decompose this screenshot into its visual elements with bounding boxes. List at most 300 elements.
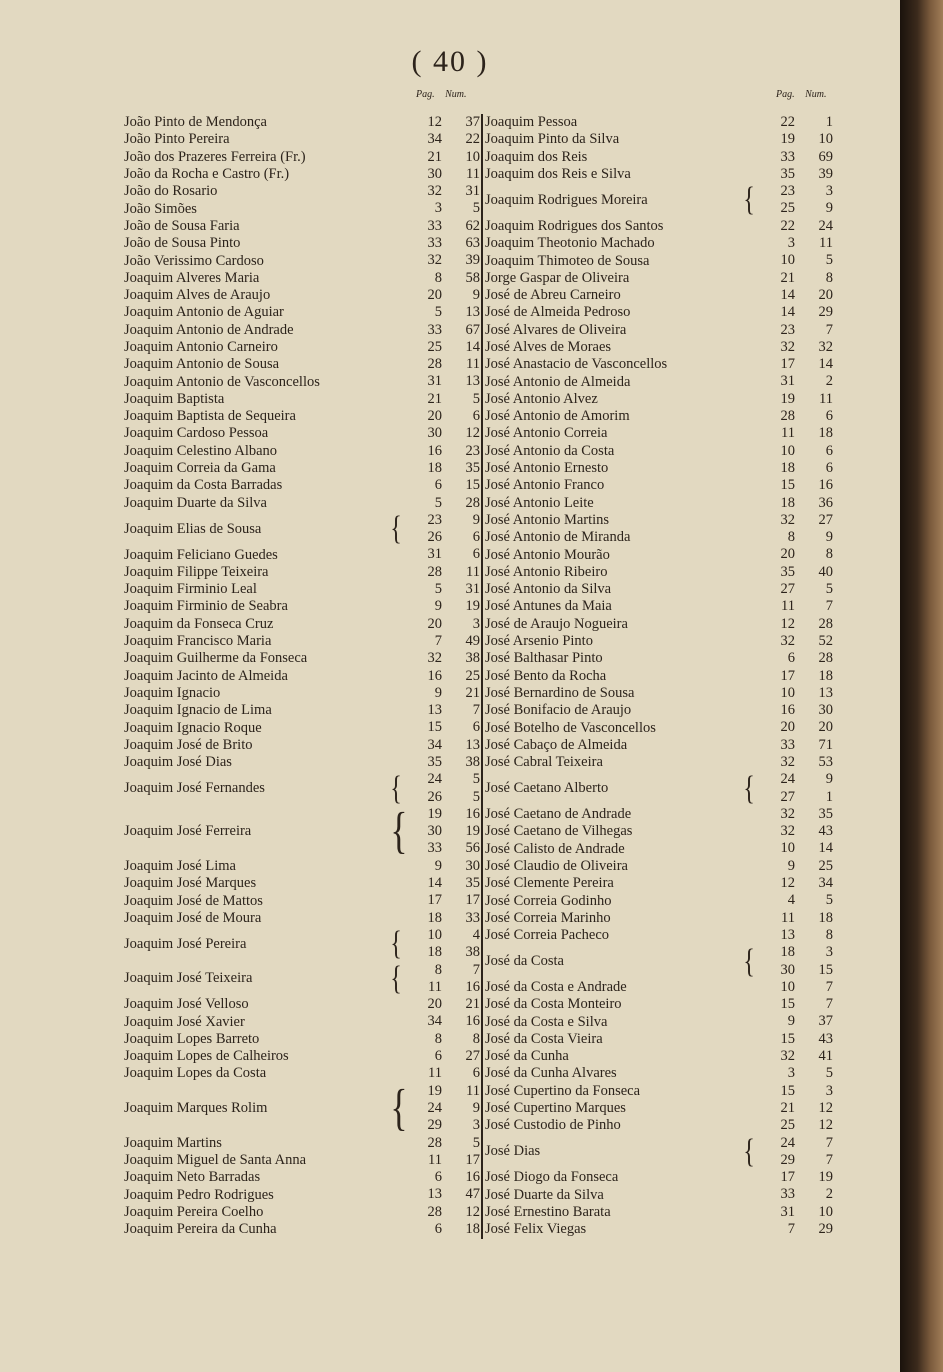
page-ref: 22 [780,217,795,234]
index-entry [485,114,833,131]
number-ref: 43 [818,1030,833,1047]
brace-mark: { [390,510,402,548]
entry-references [404,546,480,563]
index-entry [124,564,480,581]
index-entry [485,823,833,840]
reference [404,1204,480,1221]
number-ref: 19 [818,1169,833,1186]
entry-name: Joaquim Pedro Rodrigues [124,1186,274,1203]
entry-name: José Correia Marinho [485,909,611,926]
reference [757,598,833,615]
right-column-header [776,89,835,100]
page-ref: 16 [427,442,442,459]
entry-references [404,114,480,131]
page-ref: 5 [434,494,442,511]
entry-name: José Bernardino de Sousa [485,684,635,701]
index-entry [485,996,833,1013]
entry-references [757,650,833,667]
reference [404,564,480,581]
reference [757,789,833,806]
number-ref: 16 [465,1169,480,1186]
reference [757,1221,833,1238]
entry-name: José Alvares de Oliveira [485,321,627,338]
number-ref: 30 [465,857,480,874]
page-ref: 28 [427,1134,442,1151]
reference [757,149,833,166]
reference [757,356,833,373]
number-ref: 35 [818,805,833,822]
index-entry [485,927,833,944]
page-ref: 19 [780,131,795,148]
page-ref: 29 [780,1151,795,1168]
entry-references [757,1013,833,1030]
number-ref: 49 [465,632,480,649]
number-ref: 69 [818,148,833,165]
entry-name: Joaquim Firminio Leal [124,581,257,598]
entry-references [404,287,480,304]
index-entry [124,200,480,217]
entry-name: Joaquim José Dias [124,754,232,771]
reference [404,1083,480,1100]
number-ref: 62 [465,217,480,234]
number-ref: 28 [818,650,833,667]
index-entry [124,959,480,997]
entry-name: José Antonio Martins [485,511,610,528]
reference [757,322,833,339]
page-ref: 17 [780,1169,795,1186]
number-ref: 10 [818,1203,833,1220]
entry-references [404,166,480,183]
number-ref: 11 [819,235,833,252]
entry-references [404,1135,480,1152]
reference [404,771,480,788]
entry-name: João da Rocha e Castro (Fr.) [124,166,290,183]
brace-mark: { [390,769,402,807]
index-entry [485,546,833,563]
entry-name: Joaquim Guilherme da Fonseca [124,650,308,667]
entry-references [757,114,833,131]
number-ref: 52 [818,632,833,649]
entry-name: José Claudio de Oliveira [485,857,628,874]
reference [757,858,833,875]
reference [757,668,833,685]
page-ref: 33 [427,235,442,252]
reference [404,322,480,339]
entry-name: Joaquim dos Reis e Silva [485,166,631,183]
index-entry [124,668,480,685]
entry-references [757,616,833,633]
page-ref: 10 [780,840,795,857]
index-entry [124,598,480,615]
index-entry [124,1031,480,1048]
page-ref: 13 [780,926,795,943]
number-ref: 5 [825,892,833,909]
reference [404,339,480,356]
reference [757,235,833,252]
page-ref: 32 [780,511,795,528]
page-ref: 16 [780,702,795,719]
entry-references [404,875,480,892]
number-ref: 12 [818,1099,833,1116]
number-ref: 7 [825,598,833,615]
page-ref: 26 [427,529,442,546]
index-entry [485,719,833,736]
entry-references [404,806,480,858]
entry-references [757,685,833,702]
page-ref: 31 [780,373,795,390]
entry-name: Joaquim Feliciano Guedes [124,546,278,563]
entry-name: Joaquim Pereira da Cunha [124,1221,277,1238]
entry-references [404,495,480,512]
page-ref: 10 [780,252,795,269]
entry-name: Joaquim Elias de Sousa [124,520,262,537]
number-ref: 6 [472,1065,480,1082]
number-ref: 16 [818,477,833,494]
number-ref: 43 [818,823,833,840]
entry-references [404,460,480,477]
reference [757,962,833,979]
reference [404,495,480,512]
entry-references [404,408,480,425]
number-ref: 7 [825,321,833,338]
page-ref: 23 [780,183,795,200]
number-ref: 22 [465,131,480,148]
reference [404,1013,480,1030]
entry-name: José da Costa Monteiro [485,996,622,1013]
page-ref: 18 [427,459,442,476]
entry-references [757,443,833,460]
entry-name: Joaquim Thimoteo de Sousa [485,252,650,269]
index-entry [485,840,833,857]
entry-name: José Antonio Ribeiro [485,563,608,580]
reference [404,356,480,373]
reference [757,581,833,598]
index-entry [485,529,833,546]
number-ref: 34 [818,875,833,892]
number-ref: 71 [818,736,833,753]
page-ref: 34 [427,131,442,148]
reference [757,754,833,771]
reference [404,529,480,546]
reference [404,1117,480,1134]
page-ref: 3 [787,235,795,252]
entry-name: José da Cunha [485,1048,569,1065]
reference [404,927,480,944]
entry-references [404,1013,480,1030]
entry-name: José Antonio Mourão [485,546,610,563]
pag-header: Pag. [416,89,435,100]
index-entry [124,166,480,183]
entry-references [404,339,480,356]
entry-references [757,287,833,304]
number-ref: 5 [472,200,480,217]
page-ref: 8 [434,1030,442,1047]
reference [404,252,480,269]
index-entry [124,633,480,650]
reference [757,1117,833,1134]
reference [757,910,833,927]
index-entry [485,443,833,460]
entry-references [404,1048,480,1065]
number-ref: 33 [465,909,480,926]
index-entry [124,754,480,771]
number-ref: 7 [825,996,833,1013]
entry-references [404,616,480,633]
entry-references [757,356,833,373]
reference [757,166,833,183]
reference [757,477,833,494]
number-ref: 2 [825,373,833,390]
entry-name: José Antonio da Silva [485,581,612,598]
number-ref: 16 [465,1013,480,1030]
reference [757,1100,833,1117]
index-entry [485,685,833,702]
page-ref: 6 [434,1048,442,1065]
page-ref: 21 [780,1099,795,1116]
number-ref: 18 [818,667,833,684]
entry-references [757,996,833,1013]
entry-references [757,598,833,615]
page-ref: 9 [434,684,442,701]
entry-references [404,1065,480,1082]
page-ref: 24 [780,1134,795,1151]
page-ref: 11 [428,1151,442,1168]
entry-name: Joaquim José Teixeira [124,970,253,987]
page-ref: 15 [780,996,795,1013]
reference [757,875,833,892]
number-ref: 39 [818,165,833,182]
entry-name: José da Costa e Andrade [485,978,627,995]
reference [404,910,480,927]
page-ref: 7 [787,1221,795,1237]
entry-references [757,1083,833,1100]
entry-name: João de Sousa Pinto [124,235,241,252]
entry-references [757,1100,833,1117]
index-entry [485,910,833,927]
page-ref: 4 [787,892,795,909]
entry-name: Joaquim Alveres Maria [124,269,260,286]
index-entry [124,1186,480,1203]
index-entry [124,287,480,304]
reference [757,546,833,563]
entry-name: Joaquim Lopes da Costa [124,1065,267,1082]
number-ref: 5 [472,771,480,788]
entry-name: João dos Prazeres Ferreira (Fr.) [124,148,306,165]
reference [404,183,480,200]
entry-name: Joaquim Francisco Maria [124,633,272,650]
reference [404,131,480,148]
entry-references [404,858,480,875]
reference [404,512,480,529]
reference [757,823,833,840]
number-ref: 9 [472,286,480,303]
index-entry [485,1083,833,1100]
index-entry [124,910,480,927]
entry-references [757,1135,833,1170]
entry-references [404,927,480,962]
reference [404,270,480,287]
index-entry [124,443,480,460]
index-entry [124,1152,480,1169]
reference [757,460,833,477]
index-entry [485,477,833,494]
reference [404,754,480,771]
entry-name: José Balthasar Pinto [485,650,603,667]
page-ref: 32 [427,183,442,200]
reference [404,823,480,840]
entry-references [757,1065,833,1082]
page-ref: 21 [427,148,442,165]
page-ref: 23 [780,321,795,338]
entry-name: Joaquim Neto Barradas [124,1169,261,1186]
index-entry [485,1132,833,1170]
page-ref: 20 [780,719,795,736]
number-ref: 30 [818,702,833,719]
entry-name: Joaquim Pessoa [485,114,578,131]
reference [404,1065,480,1082]
number-ref: 14 [818,840,833,857]
index-entry [485,1186,833,1203]
number-ref: 6 [472,546,480,563]
entry-references [404,962,480,997]
page-ref: 11 [781,598,795,615]
entry-references [757,840,833,857]
page-ref: 19 [427,805,442,822]
page-ref: 30 [427,165,442,182]
number-ref: 9 [472,1099,480,1116]
number-ref: 11 [466,563,480,580]
brace-mark: { [390,925,402,963]
index-entry [485,979,833,996]
number-ref: 7 [825,1134,833,1151]
number-ref: 32 [818,338,833,355]
entry-references [757,581,833,598]
entry-references [404,356,480,373]
entry-name: José Antonio de Almeida [485,373,631,390]
entry-name: Joaquim Theotonio Machado [485,235,655,252]
number-ref: 35 [465,459,480,476]
index-entry [124,803,480,860]
page-ref: 6 [787,650,795,667]
page-ref: 9 [787,1013,795,1030]
index-entry [124,719,480,736]
page-ref: 28 [427,1203,442,1220]
entry-name: José Duarte da Silva [485,1186,604,1203]
number-ref: 12 [818,1117,833,1134]
entry-name: José Caetano de Andrade [485,806,632,823]
reference [404,719,480,736]
entry-references [757,373,833,390]
entry-name: José Cabral Teixeira [485,754,603,771]
index-entry [124,1135,480,1152]
number-ref: 8 [472,1030,480,1047]
reference [404,391,480,408]
page-ref: 20 [427,996,442,1013]
entry-references [757,391,833,408]
reference [757,1135,833,1152]
brace-mark: { [743,942,755,980]
index-entry [124,408,480,425]
entry-references [404,391,480,408]
number-ref: 19 [465,598,480,615]
number-ref: 13 [818,684,833,701]
entry-name: Joaquim José de Brito [124,736,253,753]
entry-name: José Caetano de Vilhegas [485,823,633,840]
page-ref: 20 [427,286,442,303]
page-ref: 3 [434,200,442,217]
number-ref: 47 [465,1186,480,1203]
entry-references [404,910,480,927]
number-ref: 31 [465,183,480,200]
reference [404,996,480,1013]
reference [404,114,480,131]
index-entry [124,460,480,477]
reference [757,1083,833,1100]
reference [404,425,480,442]
index-entry [124,183,480,200]
entry-name: João Simões [124,200,197,217]
entry-references [404,1169,480,1186]
entry-references [404,719,480,736]
entry-name: José Calisto de Andrade [485,840,625,857]
number-ref: 40 [818,563,833,580]
number-ref: 28 [465,494,480,511]
number-ref: 3 [825,944,833,961]
entry-name: Joaquim Cardoso Pessoa [124,425,269,442]
entry-references [757,1031,833,1048]
entry-name: José Alves de Moraes [485,339,612,355]
page-ref: 31 [780,1203,795,1220]
index-entry [485,1100,833,1117]
page-ref: 6 [434,477,442,494]
reference [757,443,833,460]
index-entry [124,425,480,442]
index-entry [124,581,480,598]
index-entry [485,166,833,183]
index-entry [124,1013,480,1030]
reference [404,650,480,667]
num-header: Num. [445,89,467,100]
index-entry [485,270,833,287]
reference [404,373,480,390]
entry-references [404,702,480,719]
page-ref: 35 [780,165,795,182]
number-ref: 3 [472,615,480,632]
page-ref: 32 [780,823,795,840]
entry-name: José Antunes da Maia [485,598,612,615]
index-entry [485,754,833,771]
num-header: Num. [805,89,827,100]
entry-name: José Antonio da Costa [485,442,615,459]
index-entry [485,1031,833,1048]
index-entry [485,495,833,512]
page-ref: 24 [780,771,795,788]
number-ref: 1 [825,114,833,130]
index-entry [124,1221,480,1238]
index-entry [485,1221,833,1238]
reference [404,789,480,806]
entry-name: José de Abreu Carneiro [485,287,621,304]
entry-references [757,1169,833,1186]
page-ref: 11 [428,1065,442,1082]
reference [404,668,480,685]
page-ref: 5 [434,581,442,598]
number-ref: 17 [465,892,480,909]
brace-mark: { [390,1080,408,1137]
number-ref: 7 [472,961,480,978]
entry-name: João de Sousa Faria [124,217,240,234]
entry-name: José Dias [485,1143,541,1160]
